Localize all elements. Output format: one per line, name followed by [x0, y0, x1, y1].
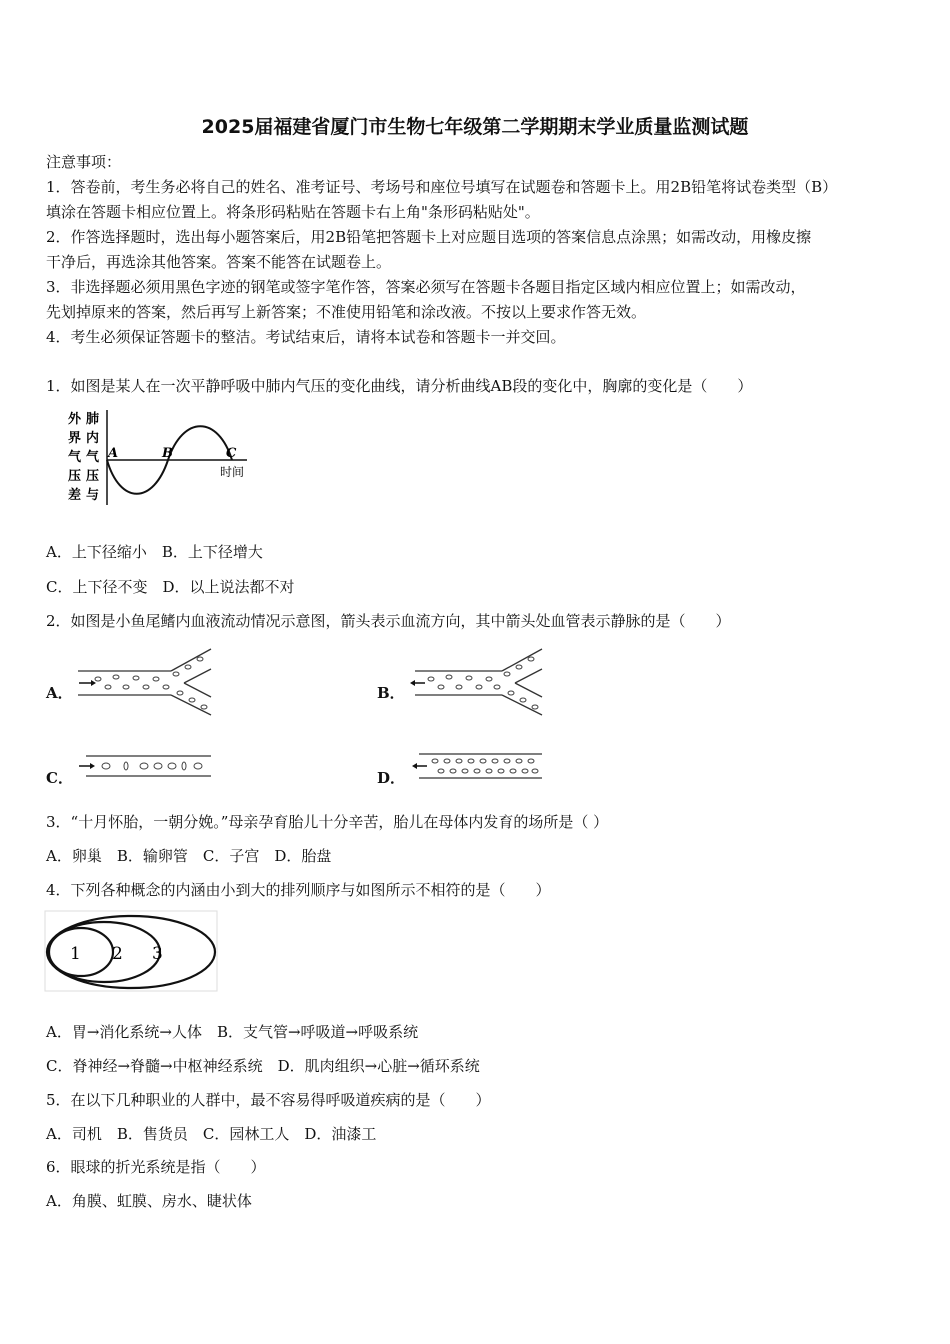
question-3-options: A．卵巢 B．输卵管 C．子宫 D．胎盘 — [46, 847, 332, 865]
vessel-diagram-c — [76, 750, 216, 782]
question-4-options: A．胃→消化系统→人体 B．支气管→呼吸道→呼吸系统 — [46, 1023, 419, 1041]
question-4-options: C．脊神经→脊髓→中枢神经系统 D．肌肉组织→心脏→循环系统 — [46, 1057, 480, 1075]
ylabel-char: 外 — [68, 412, 82, 427]
question-1-options: C．上下径不变 D．以上说法都不对 — [46, 578, 295, 596]
vessel-diagram-a — [76, 645, 216, 720]
pressure-curve-figure — [60, 405, 255, 515]
question-2-stem: 2．如图是小鱼尾鳍内血液流动情况示意图，箭头表示血流方向，其中箭头处血管表示静脉的是（ ） — [46, 612, 731, 630]
ylabel-char: 肺 — [86, 412, 100, 427]
notice-line: 4．考生必须保证答题卡的整洁。考试结束后，请将本试卷和答题卡一并交回。 — [46, 328, 566, 346]
question-6-option-a: A．角膜、虹膜、房水、睫状体 — [46, 1192, 252, 1210]
notice-heading: 注意事项： — [46, 153, 122, 171]
ellipse-2-label: 2 — [112, 944, 123, 964]
question-5-stem: 5．在以下几种职业的人群中，最不容易得呼吸道疾病的是（ ） — [46, 1091, 491, 1109]
flow-arrow-icon — [91, 680, 96, 686]
ylabel-char: 与 — [86, 488, 100, 503]
ellipse-1-label: 1 — [70, 944, 81, 964]
point-c-label: C — [226, 446, 237, 461]
ylabel-char: 压 — [86, 469, 100, 484]
question-5-options: A．司机 B．售货员 C．园林工人 D．油漆工 — [46, 1125, 377, 1143]
flow-arrow-icon — [90, 763, 95, 769]
vessel-diagram-d — [407, 750, 547, 782]
nested-ellipses-figure — [44, 910, 220, 994]
question-4-stem: 4．下列各种概念的内涵由小到大的排列顺序与如图所示不相符的是（ ） — [46, 881, 551, 899]
point-b-label: B — [162, 446, 173, 461]
flow-arrow-icon — [410, 680, 415, 686]
x-axis-label: 时间 — [220, 465, 245, 479]
notice-line: 填涂在答题卡相应位置上。将条形码粘贴在答题卡右上角"条形码粘贴处"。 — [46, 203, 540, 221]
notice-line: 3．非选择题必须用黑色字迹的钢笔或签字笔作答，答案必须写在答题卡各题目指定区域内相应位置上；如需改动， — [46, 278, 806, 296]
page-title: 2025届福建省厦门市生物七年级第二学期期末学业质量监测试题 — [201, 116, 749, 138]
notice-line: 1．答卷前，考生务必将自己的姓名、准考证号、考场号和座位号填写在试题卷和答题卡上。用2B铅笔将试卷类型（B） — [46, 178, 838, 196]
option-d-label: D． — [377, 769, 406, 787]
option-b-label: B． — [377, 684, 405, 702]
ylabel-char: 气 — [68, 450, 82, 465]
ellipse-1 — [49, 928, 113, 976]
ylabel-char: 界 — [68, 431, 82, 446]
notice-line: 干净后，再选涂其他答案。答案不能答在试题卷上。 — [46, 253, 392, 271]
notice-line: 2．作答选择题时，选出每小题答案后，用2B铅笔把答题卡上对应题目选项的答案信息点涂黑；如需改动，用橡皮擦 — [46, 228, 812, 246]
question-1-options: A．上下径缩小 B．上下径增大 — [46, 543, 263, 561]
ylabel-char: 差 — [68, 488, 82, 503]
ellipse-3-label: 3 — [152, 944, 163, 964]
flow-arrow-icon — [412, 763, 417, 769]
point-a-label: A — [108, 446, 119, 461]
vessel-diagram-b — [407, 645, 547, 720]
question-3-stem: 3．“十月怀胎，一朝分娩。”母亲孕育胎儿十分辛苦，胎儿在母体内发育的场所是（ ） — [46, 813, 609, 831]
ylabel-char: 内 — [86, 431, 100, 446]
option-a-label: A． — [46, 684, 73, 702]
notice-line: 先划掉原来的答案，然后再写上新答案；不准使用铅笔和涂改液。不按以上要求作答无效。 — [46, 303, 647, 321]
option-c-label: C． — [46, 769, 73, 787]
ylabel-char: 气 — [86, 450, 100, 465]
question-1-stem: 1．如图是某人在一次平静呼吸中肺内气压的变化曲线，请分析曲线AB段的变化中，胸廓的变化是（ ） — [46, 377, 753, 395]
question-6-stem: 6．眼球的折光系统是指（ ） — [46, 1158, 266, 1176]
ylabel-char: 压 — [68, 469, 82, 484]
